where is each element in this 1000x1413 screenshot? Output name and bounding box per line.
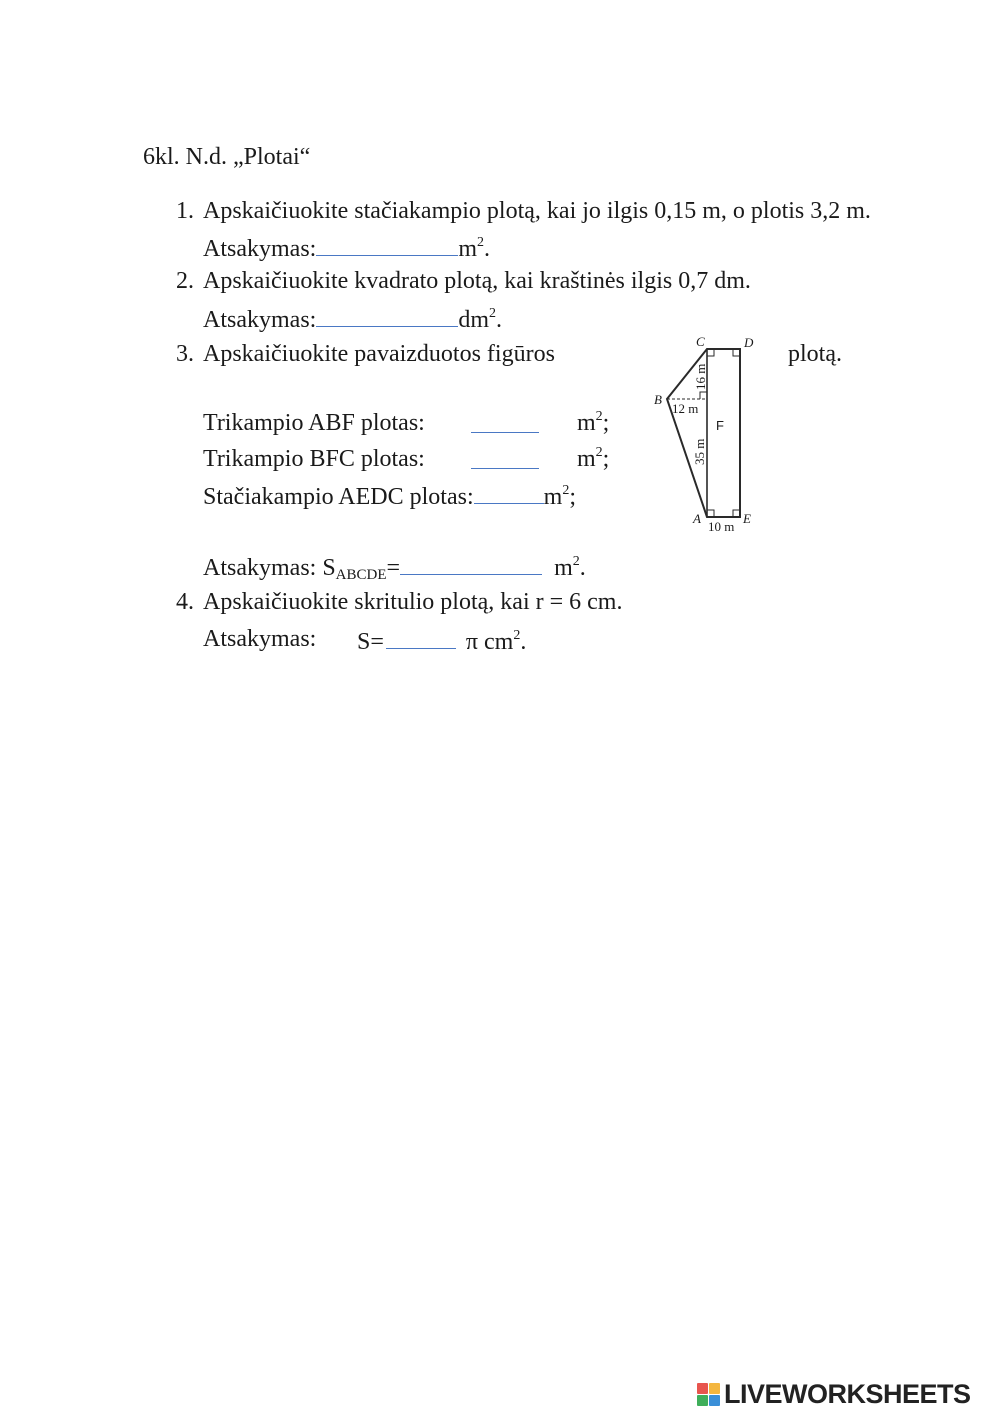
dim-ae-label: 10 m <box>708 519 735 534</box>
task-2-answer-row <box>203 304 502 334</box>
task-3-text-after: plotą. <box>788 341 842 367</box>
task-2-answer-input[interactable] <box>316 304 458 327</box>
task-3-row-aedc-row <box>203 481 576 511</box>
right-angle-c <box>707 349 714 356</box>
task-3-text-before: Apskaičiuokite pavaizduotos figūros <box>203 341 555 367</box>
task-3-answer-eq: = <box>386 555 401 581</box>
task-1-unit-power: 2 <box>477 235 484 250</box>
task-1-number: 1. <box>176 198 194 224</box>
task-4-unit-power: 2 <box>513 628 521 643</box>
task-2-text: Apskaičiuokite kvadrato plotą, kai kraštinės ilgis 0,7 dm. <box>203 268 751 294</box>
task-4-unit: π cm <box>465 629 514 655</box>
right-angle-d <box>733 349 740 356</box>
task-1-answer-row <box>203 233 490 263</box>
task-4-text: Apskaičiuokite skritulio plotą, kai r = 6 cm. <box>203 589 623 615</box>
task-3-row-abf-end: ; <box>602 410 610 436</box>
right-angle-a <box>707 510 714 517</box>
right-angle-e <box>733 510 740 517</box>
dim-cb-label: 16 m <box>693 363 708 390</box>
task-3-row-abf-input-wrap <box>469 410 541 440</box>
vertex-b-label: B <box>654 392 662 407</box>
logo-mark-l <box>697 1383 708 1394</box>
vertex-a-label: A <box>693 511 701 526</box>
task-4-answer-input[interactable] <box>386 626 456 649</box>
task-4-number: 4. <box>176 589 194 615</box>
liveworksheets-logo <box>697 1377 971 1411</box>
task-1-unit-end: . <box>484 236 490 262</box>
task-1-answer-input[interactable] <box>316 233 458 256</box>
task-3-answer-label: Atsakymas: S <box>203 555 336 581</box>
task-4-answer-var: S= <box>357 629 384 655</box>
worksheet-title: 6kl. N.d. „Plotai“ <box>143 144 311 170</box>
task-3-row-bfc-end: ; <box>602 446 610 472</box>
task-3-row-aedc-unit: m <box>543 484 563 510</box>
task-2-unit-end: . <box>496 307 502 333</box>
task-2-number: 2. <box>176 268 194 294</box>
task-3-answer-input[interactable] <box>400 552 542 575</box>
liveworksheets-logo-icon <box>697 1383 720 1406</box>
task-4-answer-row <box>357 626 526 656</box>
task-1-text: Apskaičiuokite stačiakampio plotą, kai jo ilgis 0,15 m, o plotis 3,2 m. <box>203 198 871 224</box>
task-3-unit-end: . <box>579 555 586 581</box>
point-f-label: F <box>716 418 724 433</box>
logo-mark-i <box>709 1383 720 1394</box>
polygon-diagram <box>650 332 780 537</box>
vertex-d-label: D <box>744 335 754 350</box>
task-3-row-bfc-unit-text: m <box>577 446 596 472</box>
task-3-number: 3. <box>176 341 194 367</box>
logo-mark-e <box>709 1395 720 1406</box>
right-angle-f <box>700 392 707 399</box>
vertex-c-label: C <box>696 334 705 349</box>
task-3-unit: m <box>554 555 573 581</box>
task-3-row-abf-input[interactable] <box>471 410 539 433</box>
task-3-row-bfc-input-wrap <box>469 446 541 476</box>
task-3-row-abf-power: 2 <box>595 409 603 424</box>
task-3-row-bfc-label: Trikampio BFC plotas: <box>203 446 425 472</box>
task-3-unit-power: 2 <box>572 554 580 569</box>
vertex-e-label: E <box>743 511 751 526</box>
task-4-unit-end: . <box>520 629 527 655</box>
task-3-row-abf-label: Trikampio ABF plotas: <box>203 410 425 436</box>
task-2-unit-power: 2 <box>489 306 496 321</box>
dim-fa-label: 35 m <box>692 438 707 465</box>
task-3-row-aedc-power: 2 <box>562 483 570 498</box>
liveworksheets-logo-text: LIVEWORKSHEETS <box>724 1378 971 1409</box>
logo-mark-v <box>697 1395 708 1406</box>
dim-bf-label: 12 m <box>672 401 699 416</box>
task-3-row-bfc-input[interactable] <box>471 446 539 469</box>
task-2-unit: dm <box>458 307 489 333</box>
task-3-figure <box>650 332 780 537</box>
task-2-answer-label: Atsakymas: <box>203 307 317 333</box>
task-1-unit: m <box>458 236 477 262</box>
task-3-row-bfc-power: 2 <box>595 445 603 460</box>
task-3-row-abf-unit <box>577 410 609 437</box>
task-1-answer-label: Atsakymas: <box>203 236 317 262</box>
task-3-answer-sub: ABCDE <box>335 567 387 583</box>
task-3-row-aedc-label: Stačiakampio AEDC plotas: <box>203 484 474 510</box>
task-3-row-aedc-end: ; <box>569 484 576 510</box>
task-3-row-abf-unit-text: m <box>577 410 596 436</box>
task-3-answer-row <box>203 552 586 582</box>
task-4-answer-label: Atsakymas: <box>203 626 317 652</box>
task-3-row-aedc-input[interactable] <box>474 481 544 504</box>
task-3-row-bfc-unit <box>577 446 609 473</box>
